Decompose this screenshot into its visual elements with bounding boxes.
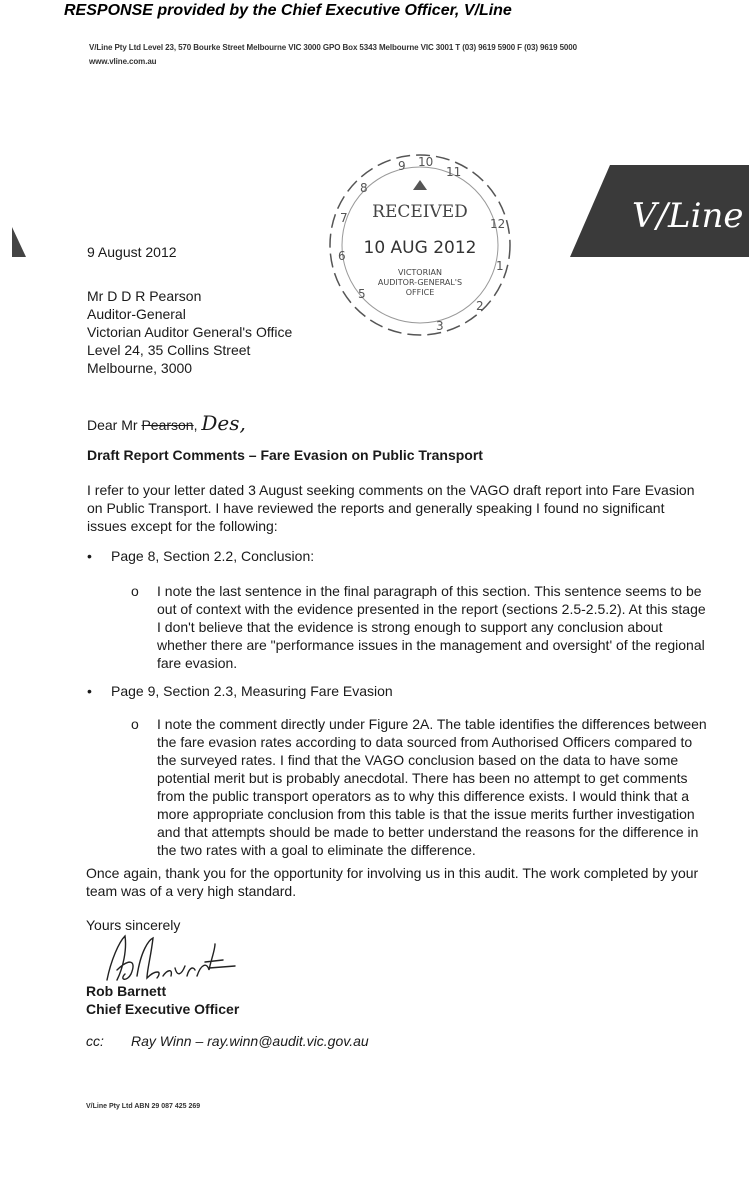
svg-text:9: 9 bbox=[398, 159, 406, 173]
recipient-line: Level 24, 35 Collins Street bbox=[87, 342, 251, 358]
cc-label: cc: bbox=[86, 1033, 104, 1049]
margin-arrow-icon bbox=[10, 225, 28, 259]
salutation-struck-name: Pearson bbox=[141, 417, 194, 433]
bullet-icon: • bbox=[87, 548, 92, 564]
svg-text:OFFICE: OFFICE bbox=[405, 288, 435, 297]
salutation bbox=[87, 411, 246, 435]
intro-paragraph: I refer to your letter dated 3 August seeking comments on the VAGO draft report into Fare Evasion on Public Transport. I have reviewed the reports and generally speaking I found no significant issues except for the following: bbox=[87, 482, 695, 534]
svg-text:8: 8 bbox=[360, 181, 368, 195]
svg-text:11: 11 bbox=[446, 165, 462, 179]
signatory-name: Rob Barnett bbox=[86, 983, 167, 999]
svg-text:7: 7 bbox=[340, 211, 348, 225]
received-stamp bbox=[318, 150, 523, 340]
svg-text:VICTORIAN: VICTORIAN bbox=[398, 268, 442, 277]
svg-text:5: 5 bbox=[358, 287, 366, 301]
letterhead-address: V/Line Pty Ltd Level 23, 570 Bourke Street Melbourne VIC 3000 GPO Box 5343 Melbourne VIC 3001 T (03) 9619 5900 F (03) 9619 5000 bbox=[89, 43, 577, 52]
svg-text:2: 2 bbox=[476, 299, 484, 313]
signatory-title: Chief Executive Officer bbox=[86, 1001, 240, 1017]
recipient-address bbox=[87, 287, 292, 377]
bullet-item bbox=[87, 547, 314, 565]
svg-text:AUDITOR-GENERAL'S: AUDITOR-GENERAL'S bbox=[377, 278, 463, 287]
sub-bullet-text: I note the last sentence in the final paragraph of this section. This sentence seems to be out of context with the evidence presented in the report (sections 2.5-2.5.2). At this stage I don't believe that the evidence is strong enough to support any conclusion about whether there are "performance issues in the management and oversight' of the regional fare evasion. bbox=[157, 583, 706, 671]
page-heading: RESPONSE provided by the Chief Executive Officer, V/Line bbox=[64, 2, 512, 19]
svg-text:6: 6 bbox=[338, 249, 346, 263]
salutation-comma: , bbox=[193, 417, 198, 433]
handwritten-signature bbox=[97, 930, 237, 988]
sub-bullet-icon: o bbox=[131, 583, 139, 599]
svg-text:10 AUG 2012: 10 AUG 2012 bbox=[363, 238, 477, 258]
letter-date: 9 August 2012 bbox=[87, 244, 177, 260]
vline-logo bbox=[570, 165, 749, 257]
recipient-line: Victorian Auditor General's Office bbox=[87, 324, 293, 340]
svg-text:3: 3 bbox=[436, 319, 444, 333]
recipient-line: Melbourne, 3000 bbox=[87, 360, 193, 376]
closing-paragraph: Once again, thank you for the opportunity for involving us in this audit. The work completed by your team was of a very high standard. bbox=[86, 865, 699, 899]
sub-bullet bbox=[131, 582, 711, 671]
salutation-prefix: Dear Mr bbox=[87, 417, 142, 433]
letter-subject: Draft Report Comments – Fare Evasion on Public Transport bbox=[87, 447, 483, 463]
svg-text:1: 1 bbox=[496, 259, 504, 273]
recipient-line: Auditor-General bbox=[87, 306, 186, 322]
sub-bullet-text: I note the comment directly under Figure 2A. The table identifies the differences between the fare evasion rates according to data sourced from Authorised Officers compared to the surveyed rates. I find that the VAGO conclusion based on the data to have some potential merit but is probably anecdotal. There has been no attempt to get comments from the public transport operators as to why this difference exists. I would think that a more appropriate conclusion from this table is that the issue merits further investigation and that attempts should be made to better understand the reasons for the difference in the two rates with a goal to eliminate the difference. bbox=[157, 716, 707, 858]
letterhead-website: www.vline.com.au bbox=[89, 57, 157, 66]
cc-value: Ray Winn – ray.winn@audit.vic.gov.au bbox=[131, 1033, 369, 1049]
sign-off: Yours sincerely bbox=[86, 917, 181, 933]
svg-text:RECEIVED: RECEIVED bbox=[372, 202, 468, 222]
svg-text:12: 12 bbox=[490, 217, 506, 231]
bullet-title: Page 8, Section 2.2, Conclusion: bbox=[111, 548, 315, 564]
salutation-handwritten: Des, bbox=[201, 411, 246, 435]
bullet-icon: • bbox=[87, 683, 92, 699]
recipient-line: Mr D D R Pearson bbox=[87, 288, 202, 304]
sub-bullet-icon: o bbox=[131, 716, 139, 732]
svg-text:V/Line: V/Line bbox=[632, 196, 744, 236]
bullet-title: Page 9, Section 2.3, Measuring Fare Evasion bbox=[111, 683, 393, 699]
svg-text:10: 10 bbox=[418, 155, 434, 169]
footer-company: V/Line Pty Ltd ABN 29 087 425 269 bbox=[86, 1103, 201, 1110]
sub-bullet bbox=[131, 715, 711, 858]
bullet-item bbox=[87, 682, 393, 700]
